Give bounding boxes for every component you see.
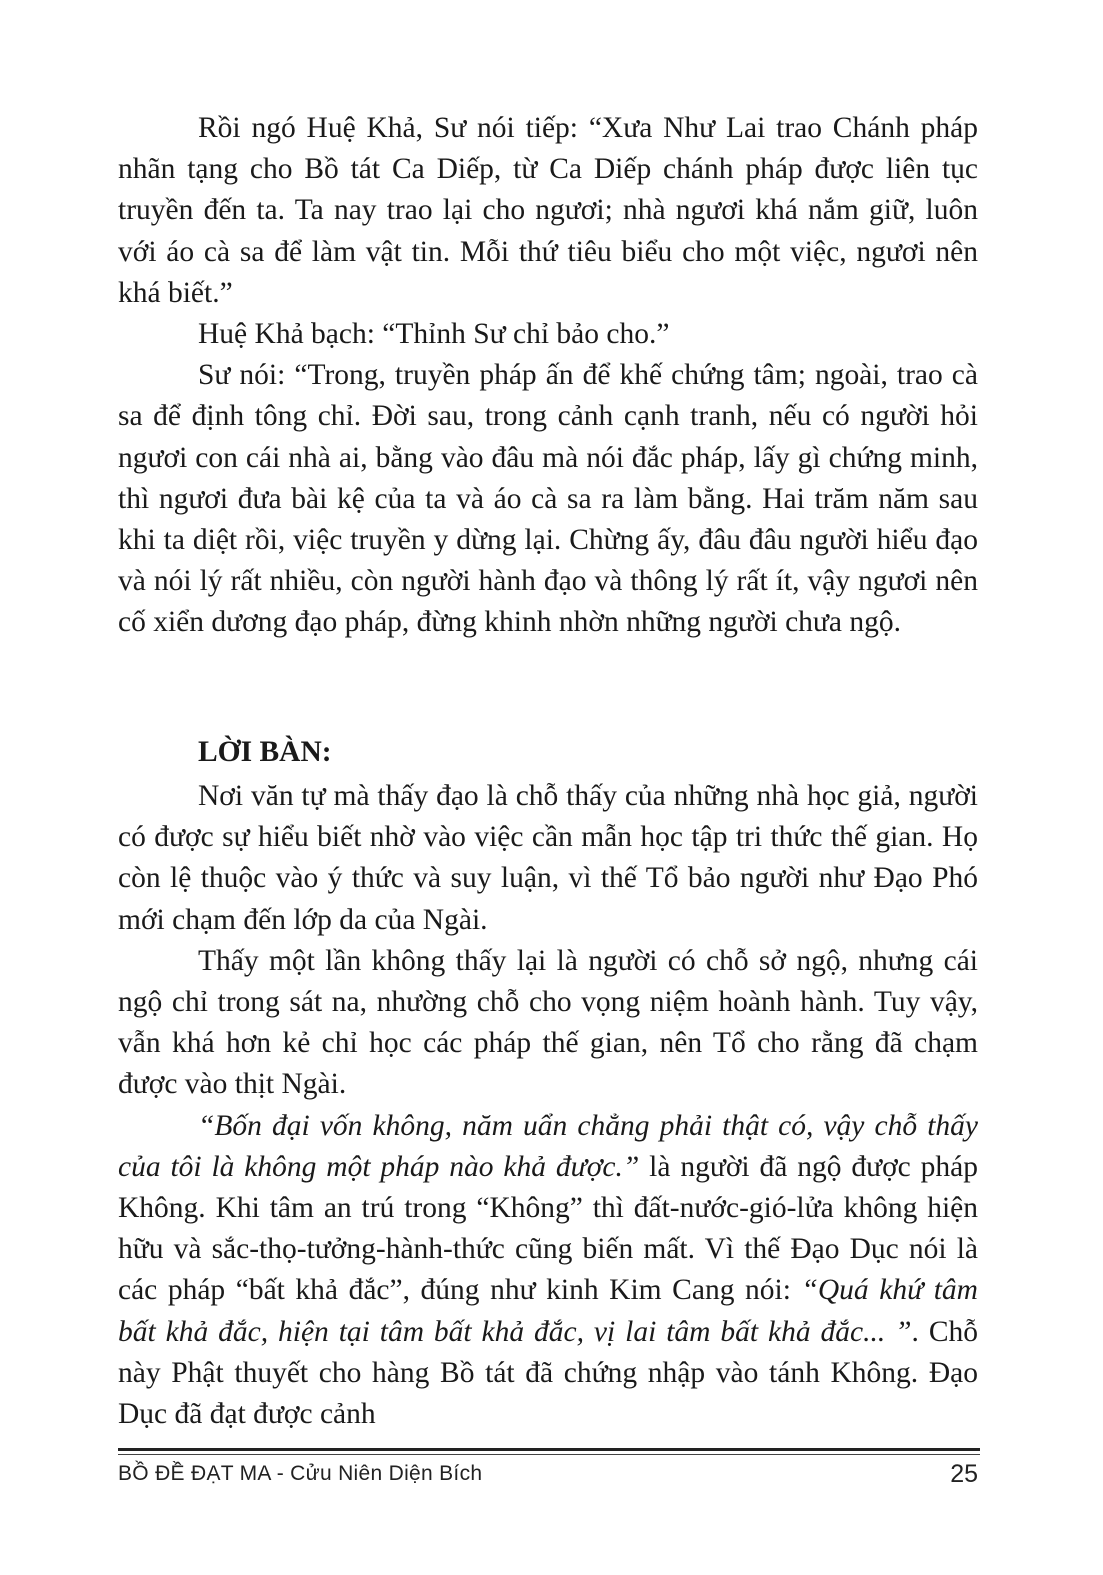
paragraph-master-reply: Sư nói: “Trong, truyền pháp ấn để khế chứng tâm; ngoài, trao cà sa để định tông chỉ. Đời sau, trong cảnh cạnh tranh, nếu có người hỏi ngươi con cái nhà ai, bằng vào đâu mà nói đắc pháp, lấy gì chứng minh, thì ngươi đưa bài kệ của ta và áo cà sa ra làm bằng. Hai trăm năm sau khi ta diệt rồi, việc truyền y dừng lại. Chừng ấy, đâu đâu người hiểu đạo và nói lý rất nhiều, còn người hành đạo và thông lý rất ít, vậy ngươi nên cố xiển dương đạo pháp, đừng khinh nhờn những người chưa ngộ.	[118, 359, 978, 639]
quote-diamond-sutra: “Quá khứ tâm bất khả đắc, hiện tại tâm bất khả đắc, vị lai tâm bất khả đắc... ”	[118, 1274, 978, 1348]
commentary-heading: LỜI BÀN:	[198, 736, 332, 768]
footer-rule-thick	[118, 1448, 980, 1451]
page-number: 25	[950, 1460, 978, 1488]
paragraph-hue-kha-request: Huệ Khả bạch: “Thỉnh Sư chỉ bảo cho.”	[198, 318, 670, 351]
quote-four-elements: “Bốn đại vốn không, năm uẩn chẳng phải thật có, vậy chỗ thấy của tôi là không một pháp nào khả được.”	[118, 1109, 978, 1183]
main-text	[118, 108, 978, 644]
footer-rule-thin	[118, 1454, 980, 1455]
running-footer-title: BỒ ĐỀ ĐẠT MA - Cửu Niên Diện Bích	[118, 1462, 483, 1485]
commentary-paragraph-1: Nơi văn tự mà thấy đạo là chỗ thấy của những nhà học giả, người có được sự hiểu biết nhờ vào việc cần mẫn học tập tri thức thế gian. Họ còn lệ thuộc vào ý thức và suy luận, vì thế Tổ bảo người như Đạo Phó mới chạm đến lớp da của Ngài.	[118, 780, 978, 936]
commentary-text	[118, 776, 978, 1435]
commentary-paragraph-3	[118, 1106, 978, 1436]
commentary-paragraph-2: Thấy một lần không thấy lại là người có chỗ sở ngộ, nhưng cái ngộ chỉ trong sát na, nhường chỗ cho vọng niệm hoành hành. Tuy vậy, vẫn khá hơn kẻ chỉ học các pháp thế gian, nên Tổ cho rằng đã chạm được vào thịt Ngài.	[118, 944, 978, 1101]
commentary-paragraph-3-text-a: là người đã ngộ được pháp Không. Khi tâm an trú trong “Không” thì đất-nước-gió-lửa không hiện hữu và sắc-thọ-tưởng-hành-thức cũng biến mất. Vì thế Đạo Dục nói là các pháp “bất khả đắc”, đúng như kinh Kim Cang nói:	[118, 1150, 978, 1307]
commentary-paragraph-3-text-b: . Chỗ này Phật thuyết cho hàng Bồ tát đã chứng nhập vào tánh Không. Đạo Dục đã đạt được cảnh	[118, 1315, 978, 1431]
paragraph-transmission: Rồi ngó Huệ Khả, Sư nói tiếp: “Xưa Như Lai trao Chánh pháp nhãn tạng cho Bồ tát Ca Diếp, từ Ca Diếp chánh pháp được liên tục truyền đến ta. Ta nay trao lại cho ngươi; nhà ngươi khá nắm giữ, luôn với áo cà sa để làm vật tin. Mỗi thứ tiêu biểu cho một việc, ngươi nên khá biết.”	[118, 112, 978, 309]
